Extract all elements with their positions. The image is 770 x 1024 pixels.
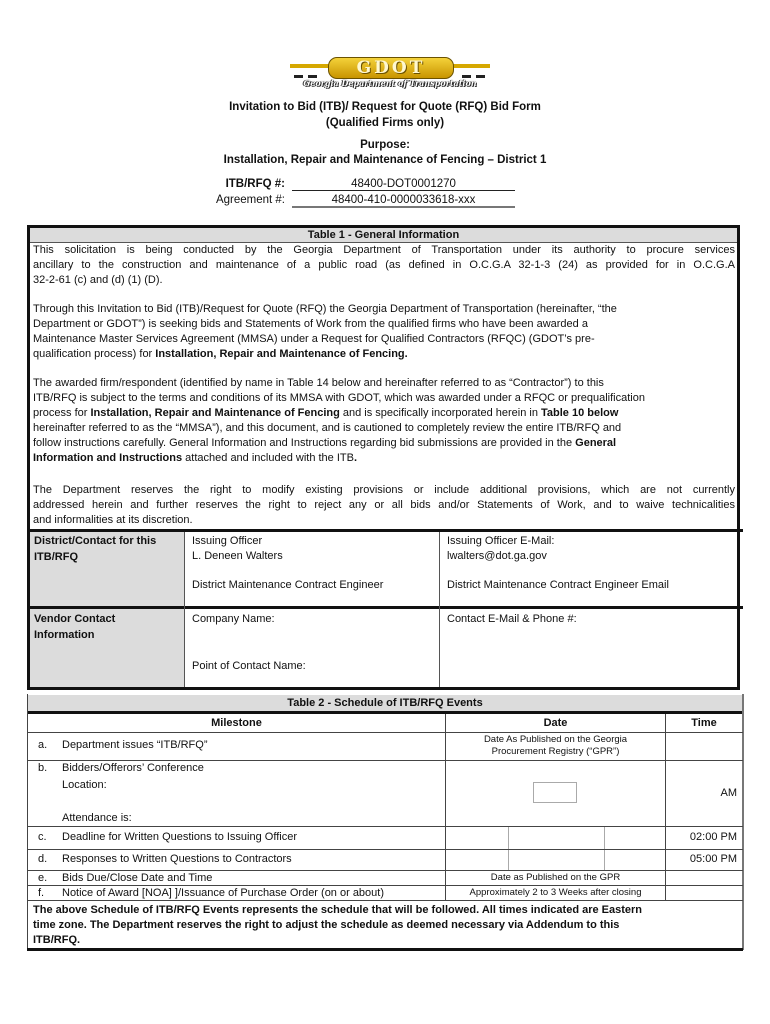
table1-title: Table 1 - General Information	[30, 228, 737, 243]
para2-text: qualification process) for	[33, 348, 156, 360]
row-c-time: 02:00 PM	[689, 831, 737, 843]
para1-line1: This solicitation is being conducted by the Georgia Department of Transportation under its authority to procure services	[33, 244, 735, 256]
para3-bold-instructions: Information and Instructions	[33, 452, 183, 464]
row-b-time: AM	[720, 787, 737, 799]
para3-bold-table-ref: Table 10 below	[541, 407, 619, 419]
row-e-date: Date as Published on the GPR	[490, 872, 621, 883]
schedule-note-line3: ITB/RFQ.	[33, 934, 81, 946]
purpose-text: Installation, Repair and Maintenance of Fencing – District 1	[223, 154, 547, 166]
column-divider	[665, 714, 666, 900]
schedule-note-line2: time zone. The Department reserves the right to adjust the schedule as deemed necessary via Addendum to this	[33, 919, 620, 931]
row-b-milestone: Bidders/Offerors’ Conference	[62, 762, 204, 774]
table2-title: Table 2 - Schedule of ITB/RFQ Events	[27, 695, 743, 711]
issuing-officer-name: L. Deneen Walters	[192, 550, 283, 562]
row-divider	[27, 760, 743, 761]
para4-line1: The Department reserves the right to modify existing provisions or include additional provisions, which are not currently	[33, 484, 735, 496]
contact-section-label: District/Contact for this ITB/RFQ	[34, 535, 157, 563]
para3-text: follow instructions carefully. General Information and Instructions regarding bid submissions are provided in the	[33, 437, 576, 449]
engineer-label: District Maintenance Contract Engineer	[192, 579, 384, 591]
date-subcell-divider	[604, 826, 605, 870]
row-b-attendance-label: Attendance is:	[62, 812, 132, 824]
row-divider	[27, 870, 743, 871]
date-subcell-divider	[508, 826, 509, 870]
para3-line1: The awarded firm/respondent (identified by name in Table 14 below and hereinafter referred to as “Contractor”) to this	[33, 377, 604, 389]
date-header: Date	[543, 717, 568, 729]
para3-line6	[33, 451, 735, 466]
time-header: Time	[691, 717, 717, 729]
para3-text: process for	[33, 407, 91, 419]
para2-bold-scope: Installation, Repair and Maintenance of Fencing.	[155, 348, 408, 360]
row-divider	[27, 900, 743, 901]
form-subtitle: (Qualified Firms only)	[325, 117, 445, 129]
para2-line3: Maintenance Master Services Agreement (MMSA) under a Request for Qualified Contractors (RFQC) (GDOT’s pre-	[33, 333, 595, 345]
row-divider	[27, 732, 743, 733]
row-d-milestone: Responses to Written Questions to Contractors	[62, 853, 292, 865]
para1-line3: 32-2-61 (c) and (d) (1) (D).	[33, 274, 163, 286]
para4-line2: addressed herein and further reserves the right to reject any or all bids and/or Statements of Work, and to waive technicalities	[33, 499, 735, 511]
column-divider	[184, 532, 185, 687]
issuing-officer-label: Issuing Officer	[192, 535, 263, 547]
para3-text: attached and included with the ITB	[182, 452, 354, 464]
row-a-letter: a.	[38, 739, 48, 751]
engineer-email-label: District Maintenance Contract Engineer Email	[447, 579, 669, 591]
contact-email-phone-field[interactable]: Contact E-Mail & Phone #:	[447, 613, 577, 625]
divider	[27, 529, 743, 532]
logo-subtitle: Georgia Department of Transportation	[303, 78, 477, 88]
row-c-milestone: Deadline for Written Questions to Issuing Officer	[62, 831, 297, 843]
gdot-logo	[290, 55, 490, 89]
para1-line2: ancillary to the construction and maintenance of a public road (as defined in O.C.G.A 32-1-3 (24) as provided for in O.C.G.A	[33, 259, 735, 271]
column-divider	[439, 532, 440, 687]
table-bottom-border	[27, 948, 743, 951]
divider	[27, 711, 743, 714]
milestone-header: Milestone	[211, 717, 262, 729]
para3-line3	[33, 406, 735, 421]
row-c-letter: c.	[38, 831, 47, 843]
row-divider	[27, 826, 743, 827]
para3-period: .	[353, 452, 358, 464]
row-b-location-label: Location:	[62, 779, 107, 791]
para3-line5	[33, 436, 735, 451]
logo-wordmark: GDOT	[328, 57, 454, 79]
issuing-officer-email-label: Issuing Officer E-Mail:	[447, 535, 555, 547]
para3-bold-scope: Installation, Repair and Maintenance of Fencing	[90, 407, 340, 419]
row-f-milestone: Notice of Award [NOA] ]/Issuance of Purchase Order (on or about)	[62, 887, 385, 899]
para2-line1: Through this Invitation to Bid (ITB)/Request for Quote (RFQ) the Georgia Department of Transportation (hereinafter, “the	[33, 303, 617, 315]
row-e-milestone: Bids Due/Close Date and Time	[62, 872, 213, 884]
para3-line2: ITB/RFQ is subject to the terms and conditions of its MMSA with GDOT, which was awarded under a RFQC or prequalification	[33, 392, 645, 404]
itb-rfq-value: 48400-DOT0001270	[292, 178, 515, 191]
row-divider	[27, 885, 743, 886]
schedule-note-line1: The above Schedule of ITB/RFQ Events represents the schedule that will be followed. All times indicated are Eastern	[33, 904, 643, 916]
row-a-date-line2: Procurement Registry (“GPR”)	[491, 746, 620, 757]
point-of-contact-field[interactable]: Point of Contact Name:	[192, 660, 306, 672]
purpose-label: Purpose:	[360, 139, 410, 151]
agreement-value: 48400-410-0000033618-xxx	[292, 194, 515, 208]
para3-bold-general: General	[575, 437, 617, 449]
row-e-letter: e.	[38, 872, 48, 884]
agreement-label: Agreement #:	[215, 194, 285, 206]
vendor-section-label: Vendor Contact Information	[34, 613, 116, 641]
row-divider	[27, 849, 743, 850]
row-a-milestone: Department issues “ITB/RFQ”	[62, 739, 208, 751]
divider	[27, 606, 743, 609]
para3-line4: hereinafter referred to as the “MMSA”), and this document, and is cautioned to completely review the entire ITB/RFQ and	[33, 422, 622, 434]
row-b-letter: b.	[38, 762, 48, 774]
row-d-time: 05:00 PM	[689, 853, 737, 865]
row-a-date-line1: Date As Published on the Georgia	[483, 734, 628, 745]
row-f-date: Approximately 2 to 3 Weeks after closing	[469, 887, 642, 898]
para4-line3: and informalities at its discretion.	[33, 514, 193, 526]
para2-line2: Department or GDOT”) is seeking bids and Statements of Work from the qualified firms who have been awarded a	[33, 318, 588, 330]
row-f-letter: f.	[38, 887, 45, 899]
row-d-letter: d.	[38, 853, 48, 865]
issuing-officer-email-link[interactable]: lwalters@dot.ga.gov	[447, 550, 547, 562]
para3-text: and is specifically incorporated herein in	[339, 407, 542, 419]
conference-date-input[interactable]	[533, 782, 577, 803]
para2-line4	[33, 347, 735, 362]
itb-rfq-label: ITB/RFQ #:	[225, 178, 285, 190]
form-title: Invitation to Bid (ITB)/ Request for Quote (RFQ) Bid Form	[229, 101, 541, 113]
company-name-field[interactable]: Company Name:	[192, 613, 275, 625]
